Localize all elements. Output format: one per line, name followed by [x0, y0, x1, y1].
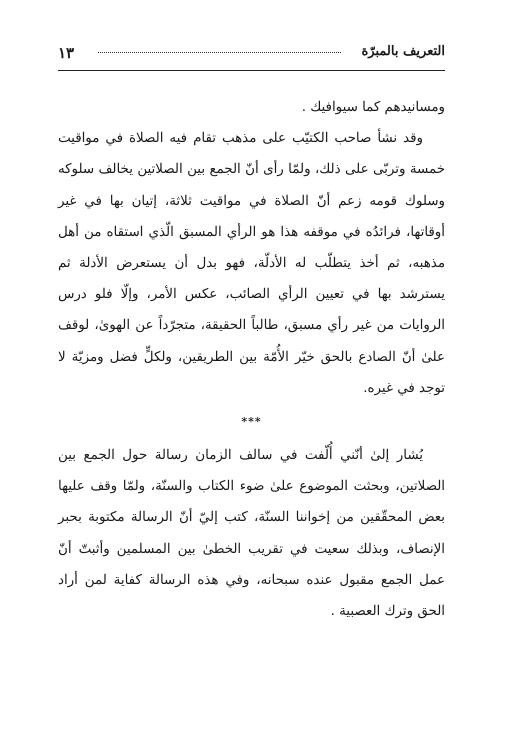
paragraph: ومسانيدهم كما سيوافيك . — [301, 100, 445, 115]
header-rule — [58, 70, 445, 71]
section-separator: *** — [241, 415, 262, 429]
paragraph: يُشار إلىٰ أنّني أُلّفت في سالف الزمان رسالة حول الجمع بين الصلاتين، وبحثت الموضوع علىٰ ضوء الكتاب والسنّة، ولمّا وقف عليها بعض المحقّقين من إخواننا السنّة، كتب إليّ أنّ الرسالة مكتوبة بحبر الإنصاف، وبذلك سعيت في تقريب الخطىٰ بين المسلمين وأثبتّ أنّ عمل الجمع مقبول عنده سبحانه، وفي هذه الرسالة كفاية لمن أراد الحق وترك العصبية . — [58, 448, 445, 620]
body-text — [58, 92, 445, 627]
running-header-title: التعريف بالمبرّة — [361, 44, 445, 59]
running-header — [58, 42, 445, 68]
paragraph: وقد نشأ صاحب الكتيّب على مذهب تقام فيه الصلاة في مواقيت خمسة وتربّى على ذلك، ولمّا رأى أنّ الجمع بين الصلاتين يخالف سلوكه وسلوك قومه زعم أنّ الصلاة في مواقيت ثلاثة، إتيان بها في غير أوقاتها، فرائدُه في موقفه هذا هو الرأي المسبق الّذي استقاه من أهل مذهبه، ثم أخذ يتطلّب له الأدلّة، فهو بدل أن يستعرض الأدلة ثم يسترشد بها في تعيين الرأي الصائب، عكس الأمر، وإلّا فلو درس الروايات من غير رأي مسبق، طالباً الحقيقة، متجرّداً عن الهوىٰ، لوقف علىٰ أنّ الصادع بالحق خيّر الأُمّة بين الطريقين، ولكلٍّ فضل ومزيّة لا توجد في غيره. — [58, 131, 445, 396]
leader-dots — [98, 52, 341, 53]
page-number: ١٣ — [58, 44, 75, 62]
